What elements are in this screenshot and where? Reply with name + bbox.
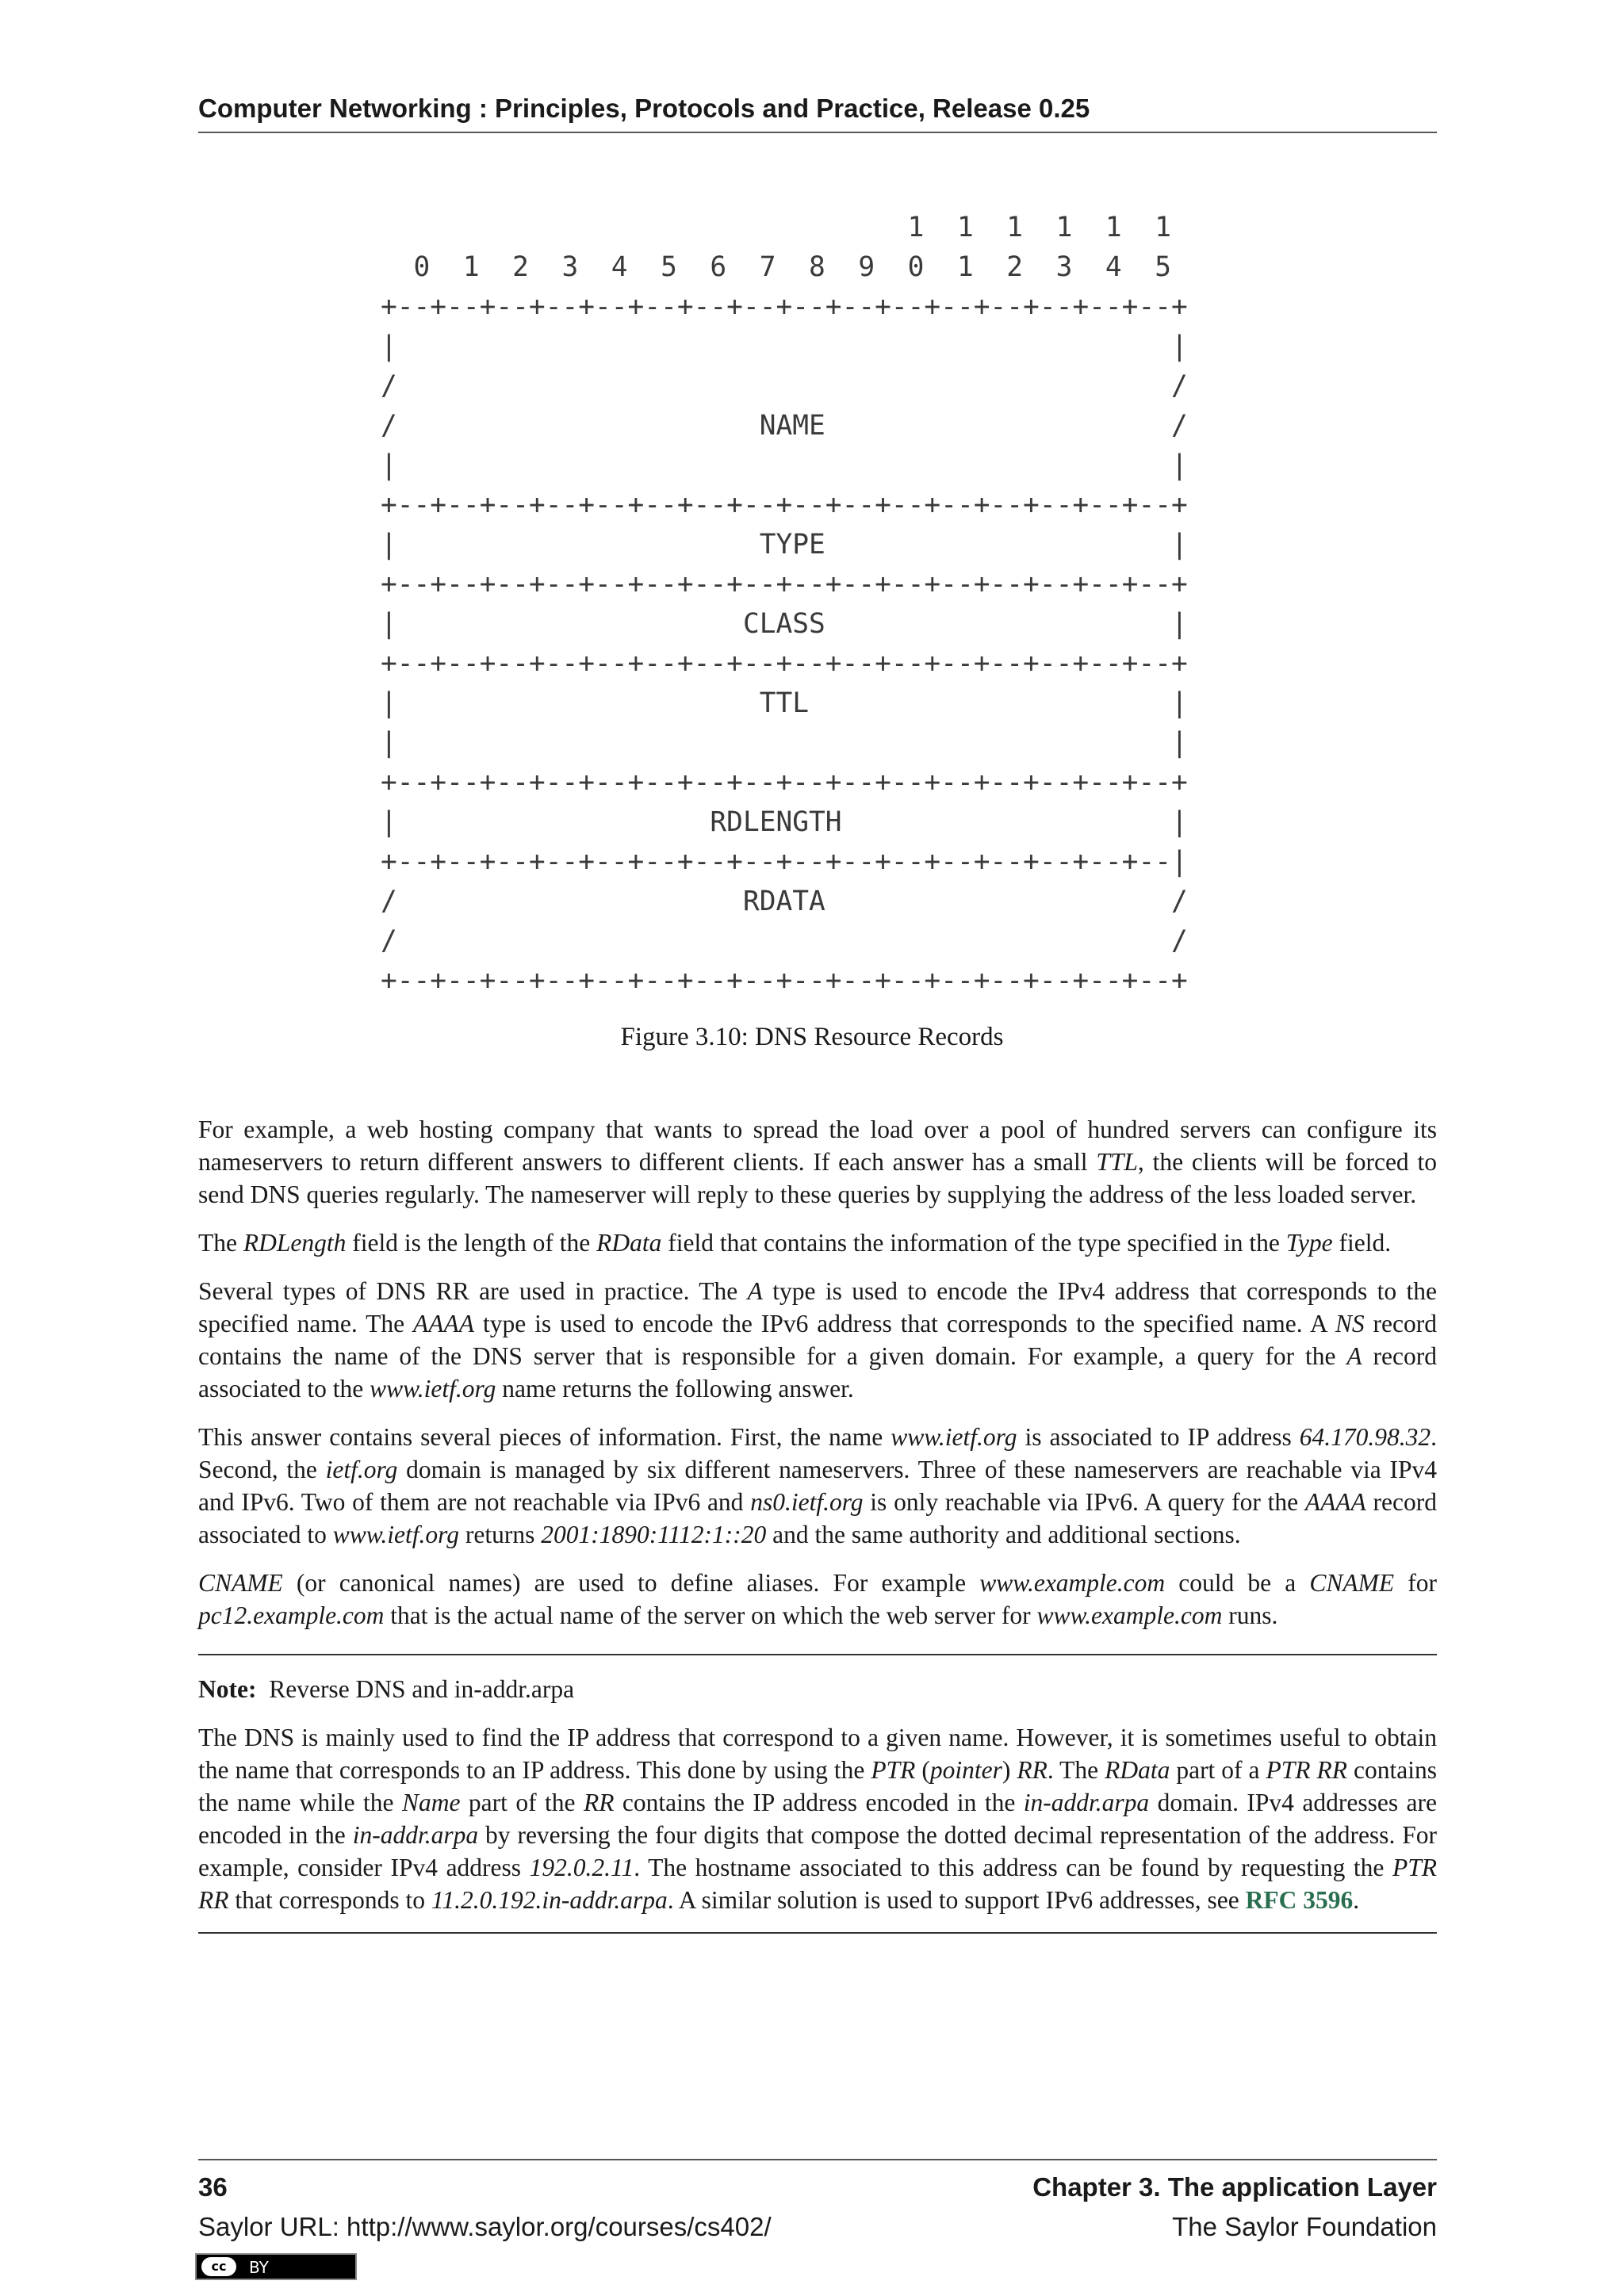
italic-term: www.ietf.org (891, 1423, 1017, 1451)
italic-term: AAAA (413, 1310, 475, 1337)
paragraph: This answer contains several pieces of information. First, the name www.ietf.org is associated to IP address 64.170.98.32. Second, the ietf.org domain is managed by six different nameservers. Three of these nameservers are reachable via IPv4 and IPv6. Two of them are not reachable via IPv6 and ns0.ietf.org is only reachable via IPv6. A query for the AAAA record associated to www.ietf.org returns 2001:1890:1112:1::20 and the same authority and additional sections. (198, 1423, 1438, 1548)
italic-term: RData (1105, 1756, 1170, 1784)
paragraph: Several types of DNS RR are used in practice. The A type is used to encode the IPv4 address that corresponds to the specified name. The AAAA type is used to encode the IPv6 address that corresponds to the specified name. A NS record contains the name of the DNS server that is responsible for a given domain. For example, a query for the A record associated to the www.ietf.org name returns the following answer. (198, 1277, 1437, 1402)
italic-term: CNAME (1309, 1569, 1395, 1597)
italic-term: 192.0.2.11 (529, 1854, 634, 1881)
italic-term: RData (596, 1229, 662, 1257)
italic-term: Name (401, 1789, 461, 1816)
note-box (198, 1654, 1437, 1934)
italic-term: RDLength (243, 1229, 347, 1257)
italic-term: www.ietf.org (332, 1521, 459, 1548)
note-label: Note: (198, 1675, 257, 1703)
italic-term: pointer (929, 1756, 1002, 1784)
italic-term: NS (1335, 1310, 1365, 1337)
italic-term: 11.2.0.192.in-addr.arpa (431, 1886, 668, 1914)
paragraph: For example, a web hosting company that wants to spread the load over a pool of hundred servers can configure its nameservers to return different answers to different clients. If each answer has a small TTL, the clients will be forced to send DNS queries regularly. The nameserver will reply to these queries by supplying the address of the less loaded server. (198, 1115, 1437, 1208)
italic-term: RR (583, 1789, 615, 1816)
footer-line-2 (198, 2212, 1437, 2242)
italic-term: TTL (1096, 1148, 1138, 1176)
note-heading (198, 1673, 1437, 1705)
italic-term: PTR RR (198, 1854, 1438, 1914)
italic-term: CNAME (198, 1569, 283, 1597)
italic-term: A (747, 1277, 763, 1305)
italic-term: www.example.com (1036, 1601, 1223, 1629)
body-text (198, 1113, 1437, 1934)
chapter-title: Chapter 3. The application Layer (1032, 2172, 1437, 2202)
italic-term: RR (1017, 1756, 1048, 1784)
saylor-url: Saylor URL: http://www.saylor.org/courses/cs402/ (198, 2212, 772, 2241)
rfc-link[interactable]: RFC 3596 (1245, 1886, 1354, 1914)
paragraph: The RDLength field is the length of the RData field that contains the information of the type specified in the Type field. (198, 1229, 1392, 1257)
italic-term: Type (1285, 1229, 1333, 1257)
figure-caption: Figure 3.10: DNS Resource Records (620, 1023, 1004, 1051)
running-header: Computer Networking : Principles, Protocols and Practice, Release 0.25 (198, 94, 1437, 133)
italic-term: PTR (871, 1756, 916, 1784)
italic-term: pc12.example.com (198, 1601, 385, 1629)
italic-term: 2001:1890:1112:1::20 (541, 1521, 767, 1548)
italic-term: PTR RR (1266, 1756, 1347, 1784)
italic-term: in-addr.arpa (352, 1821, 479, 1849)
footer-line-1 (198, 2172, 1437, 2202)
italic-term: ns0.ietf.org (750, 1488, 864, 1516)
note-title: Reverse DNS and in-addr.arpa (269, 1675, 575, 1703)
page-number: 36 (198, 2172, 228, 2202)
italic-term: AAAA (1304, 1488, 1366, 1516)
italic-term: 64.170.98.32 (1299, 1423, 1431, 1451)
italic-term: A (1346, 1342, 1362, 1370)
italic-term: in-addr.arpa (1023, 1789, 1150, 1816)
footer-rule (198, 2159, 1437, 2160)
note-paragraph: The DNS is mainly used to find the IP address that correspond to a given name. However, it is sometimes useful to obtain the name that corresponds to an IP address. This done by using the PTR (pointer) RR. The RData part of a PTR RR contains the name while the Name part of the RR contains the IP address encoded in the in-addr.arpa domain. IPv4 addresses are encoded in the in-addr.arpa by reversing the four digits that compose the dotted decimal representation of the address. For example, consider IPv4 address 192.0.2.11. The hostname associated to this address can be found by requesting the PTR RR that corresponds to 11.2.0.192.in-addr.arpa. A similar solution is used to support IPv6 addresses, see RFC 3596. (198, 1724, 1438, 1914)
by-label: BY (249, 2258, 269, 2277)
cc-by-license-badge[interactable] (195, 2253, 357, 2280)
italic-term: www.example.com (979, 1569, 1166, 1597)
paragraph: CNAME (or canonical names) are used to define aliases. For example www.example.com could be a CNAME for pc12.example.com that is the actual name of the server on which the web server for www.example.com runs. (198, 1569, 1438, 1629)
dns-rr-format-diagram: 1 1 1 1 1 1 0 1 2 3 4 5 6 7 8 9 0 1 2 3 4 5 +--+--+--+--+--+--+--+--+--+--+--+--+--+--+--+--+ | | / / / NAME / | | +--+--+--+--+--+--+--+--+--+--+--+--+--+--+--+--+ | TYPE | +--+--+--+--+--+--+--+--+--+--+--+--+--+--+--+--+ | CLASS | +--+--+--+--+--+--+--+--+--+--+--+--+--+--+--+--+ | TTL | | | +--+--+--+--+--+--+--+--+--+--+--+--+--+--+--+--+ | RDLENGTH | +--+--+--+--+--+--+--+--+--+--+--+--+--+--+--+--| / RDATA / / / +--+--+--+--+--+--+--+--+--+--+--+--+--+--+--+--+ (381, 212, 1188, 997)
italic-term: www.ietf.org (370, 1375, 496, 1402)
saylor-foundation: The Saylor Foundation (1172, 2212, 1437, 2241)
cc-icon: cc (201, 2257, 236, 2276)
italic-term: ietf.org (325, 1456, 398, 1483)
